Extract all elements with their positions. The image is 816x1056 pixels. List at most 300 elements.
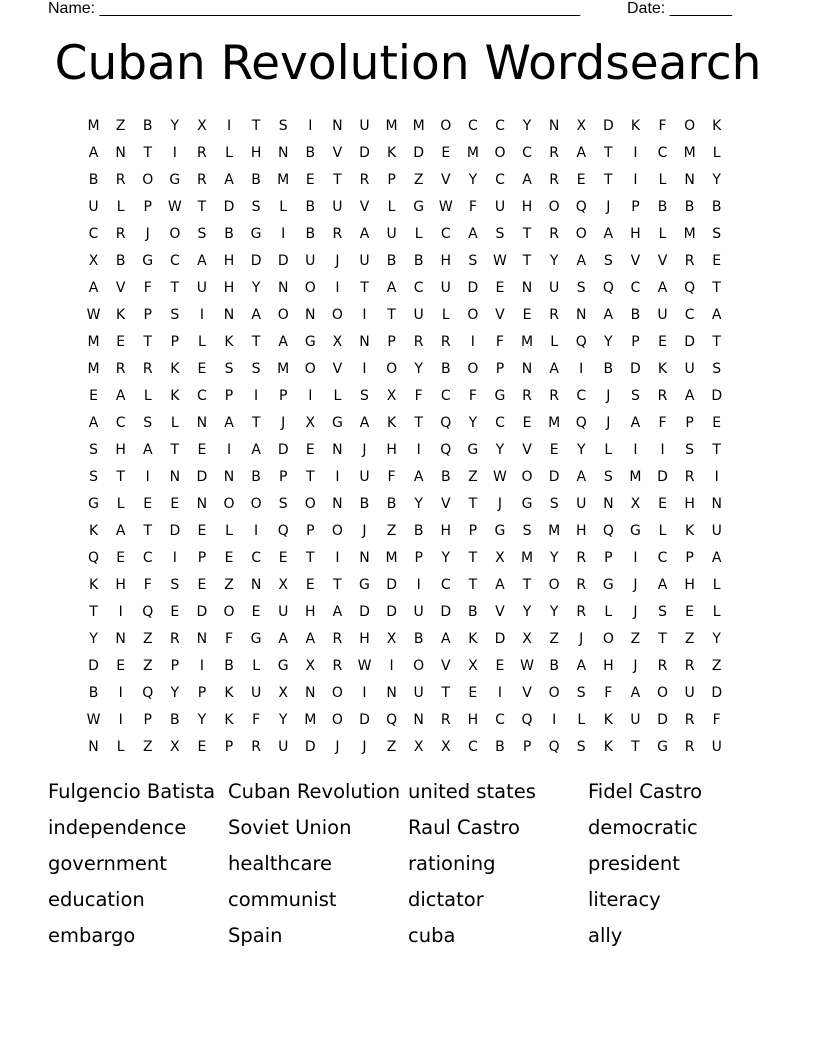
grid-letter: A [603, 307, 614, 323]
grid-letter: V [495, 604, 505, 620]
word-list-item: dictator [408, 888, 484, 911]
grid-letter: C [495, 712, 505, 728]
grid-letter: E [441, 145, 451, 161]
grid-letter: Q [602, 523, 614, 539]
grid-letter: P [170, 658, 180, 674]
grid-letter: D [684, 334, 695, 350]
grid-letter: X [278, 577, 288, 593]
grid-letter: Q [88, 550, 100, 566]
grid-letter: M [521, 550, 534, 566]
grid-letter: A [88, 145, 99, 161]
grid-letter: P [278, 469, 288, 485]
grid-letter: T [414, 415, 423, 431]
grid-letter: H [603, 658, 614, 674]
grid-letter: A [224, 415, 234, 431]
grid-letter: D [250, 253, 262, 269]
grid-letter: Z [142, 658, 153, 674]
grid-letter: A [413, 469, 424, 485]
grid-letter: D [386, 604, 397, 620]
grid-letter: G [413, 199, 425, 215]
grid-letter: S [712, 361, 722, 377]
grid-letter: R [115, 361, 126, 377]
grid-letter: U [413, 685, 424, 701]
grid-letter: O [277, 307, 289, 323]
grid-letter: P [170, 334, 180, 350]
grid-letter: J [335, 253, 340, 269]
grid-letter: J [335, 739, 340, 755]
grid-letter: I [362, 685, 367, 701]
grid-letter: V [332, 145, 343, 161]
grid-letter: N [386, 685, 397, 701]
grid-letter: N [196, 496, 208, 512]
grid-letter: T [658, 631, 667, 647]
grid-letter: X [576, 118, 587, 134]
grid-letter: M [412, 118, 425, 134]
grid-letter: H [115, 442, 126, 458]
grid-letter: I [335, 550, 340, 566]
grid-row [80, 572, 731, 599]
grid-letter: P [685, 415, 694, 431]
grid-letter: B [305, 226, 316, 242]
grid-letter: N [115, 145, 126, 161]
grid-letter: I [308, 118, 313, 134]
word-list-item: united states [408, 780, 536, 803]
grid-letter: P [631, 334, 640, 350]
grid-letter: X [386, 388, 397, 404]
grid-row [80, 437, 731, 464]
grid-letter: I [335, 469, 340, 485]
grid-letter: T [251, 415, 261, 431]
grid-letter: C [684, 307, 695, 323]
word-list-item: president [588, 852, 680, 875]
grid-letter: D [359, 712, 370, 728]
grid-letter: P [143, 199, 152, 215]
grid-row [80, 356, 731, 383]
grid-letter: G [359, 577, 370, 593]
grid-letter: T [143, 145, 153, 161]
grid-letter: I [416, 442, 421, 458]
grid-letter: O [169, 226, 181, 242]
grid-letter: J [579, 631, 584, 647]
word-list [48, 778, 768, 958]
grid-letter: U [684, 685, 695, 701]
grid-letter: F [604, 685, 613, 701]
grid-letter: R [657, 388, 668, 404]
grid-letter: N [332, 496, 343, 512]
grid-letter: R [332, 658, 343, 674]
grid-letter: T [306, 550, 315, 566]
grid-letter: Y [549, 550, 559, 566]
grid-letter: O [331, 307, 343, 323]
grid-letter: K [170, 361, 180, 377]
grid-letter: J [281, 415, 286, 431]
grid-letter: L [712, 145, 721, 161]
grid-letter: R [576, 550, 587, 566]
grid-letter: S [251, 199, 261, 215]
grid-letter: T [604, 145, 613, 161]
grid-letter: R [440, 334, 451, 350]
grid-letter: C [495, 118, 505, 134]
grid-letter: I [172, 550, 177, 566]
grid-letter: Y [549, 604, 559, 620]
grid-letter: L [225, 145, 233, 161]
grid-letter: B [359, 496, 370, 512]
grid-letter: L [198, 334, 206, 350]
grid-row [80, 113, 731, 140]
grid-letter: E [495, 658, 505, 674]
grid-letter: C [576, 388, 587, 404]
grid-letter: B [88, 172, 99, 188]
grid-letter: I [552, 712, 557, 728]
grid-letter: T [712, 280, 721, 296]
grid-letter: T [143, 334, 153, 350]
grid-letter: I [226, 442, 232, 458]
grid-letter: I [633, 172, 638, 188]
grid-letter: K [224, 685, 234, 701]
grid-letter: G [467, 442, 479, 458]
grid-letter: Y [251, 280, 261, 296]
grid-letter: N [277, 145, 289, 161]
date-field: Date: _______ [627, 0, 732, 17]
grid-letter: S [278, 118, 288, 134]
grid-letter: W [86, 307, 101, 323]
grid-letter: B [495, 739, 505, 755]
grid-letter: D [711, 685, 723, 701]
grid-letter: R [115, 172, 126, 188]
grid-letter: J [606, 388, 611, 404]
grid-letter: Y [170, 118, 180, 134]
grid-letter: S [576, 280, 586, 296]
grid-letter: A [684, 388, 695, 404]
grid-letter: E [658, 496, 667, 512]
grid-letter: L [712, 577, 721, 593]
grid-letter: Q [602, 280, 614, 296]
grid-letter: Z [468, 469, 478, 485]
grid-letter: O [602, 631, 614, 647]
grid-letter: A [468, 226, 478, 242]
grid-letter: M [521, 334, 534, 350]
grid-letter: E [522, 307, 532, 323]
grid-letter: R [549, 145, 559, 161]
grid-letter: T [522, 577, 532, 593]
grid-letter: B [386, 496, 397, 512]
grid-letter: R [413, 334, 424, 350]
grid-letter: S [712, 226, 722, 242]
grid-letter: U [576, 496, 587, 512]
grid-letter: E [116, 550, 126, 566]
grid-letter: T [306, 469, 315, 485]
grid-letter: A [440, 631, 451, 647]
grid-letter: G [494, 523, 506, 539]
grid-letter: Z [630, 631, 641, 647]
grid-letter: U [711, 523, 722, 539]
grid-letter: A [522, 172, 532, 188]
grid-letter: W [438, 199, 453, 215]
grid-letter: W [357, 658, 372, 674]
grid-letter: I [118, 604, 123, 620]
grid-letter: U [494, 199, 506, 215]
grid-letter: D [602, 118, 614, 134]
grid-letter: R [549, 226, 559, 242]
word-list-item: education [48, 888, 145, 911]
word-list-item: Fidel Castro [588, 780, 703, 803]
grid-letter: X [197, 118, 207, 134]
grid-letter: O [657, 685, 669, 701]
grid-letter: C [495, 172, 505, 188]
grid-letter: L [170, 415, 179, 431]
grid-letter: K [630, 118, 641, 134]
grid-row [80, 221, 731, 248]
grid-letter: S [522, 523, 532, 539]
grid-letter: W [520, 658, 534, 674]
grid-row [80, 329, 731, 356]
grid-letter: I [118, 712, 123, 728]
grid-row [80, 167, 731, 194]
grid-letter: R [332, 631, 343, 647]
grid-letter: J [606, 415, 611, 431]
grid-letter: Q [684, 280, 696, 296]
grid-letter: K [657, 361, 668, 377]
grid-letter: E [305, 172, 315, 188]
grid-letter: L [116, 739, 125, 755]
grid-letter: L [116, 199, 125, 215]
grid-letter: K [116, 307, 126, 323]
grid-letter: C [197, 388, 207, 404]
grid-letter: Y [522, 604, 532, 620]
grid-letter: P [414, 550, 423, 566]
grid-letter: N [277, 280, 289, 296]
grid-letter: A [115, 523, 126, 539]
grid-letter: L [604, 442, 613, 458]
grid-letter: J [633, 658, 638, 674]
word-list-row [48, 778, 768, 814]
grid-letter: I [335, 280, 340, 296]
grid-letter: B [170, 712, 180, 728]
grid-letter: T [116, 469, 125, 485]
grid-letter: T [360, 280, 369, 296]
grid-row [80, 518, 731, 545]
grid-letter: I [281, 226, 286, 242]
grid-letter: S [143, 415, 153, 431]
grid-letter: G [142, 253, 154, 269]
grid-letter: S [197, 226, 207, 242]
grid-letter: S [278, 496, 288, 512]
grid-letter: S [224, 361, 234, 377]
grid-letter: A [630, 415, 641, 431]
grid-letter: J [497, 496, 503, 512]
grid-letter: I [633, 550, 638, 566]
grid-letter: X [305, 658, 316, 674]
grid-letter: L [225, 523, 233, 539]
grid-letter: T [251, 118, 261, 134]
word-list-item: ally [588, 924, 623, 947]
grid-letter: H [684, 577, 695, 593]
grid-letter: K [603, 739, 613, 755]
grid-letter: E [305, 442, 315, 458]
grid-letter: E [658, 334, 667, 350]
grid-letter: D [657, 469, 668, 485]
grid-letter: I [416, 577, 421, 593]
grid-letter: O [142, 172, 154, 188]
grid-letter: S [576, 685, 586, 701]
word-list-item: government [48, 852, 167, 875]
grid-letter: B [684, 199, 695, 215]
grid-letter: E [468, 685, 478, 701]
grid-letter: Y [495, 442, 505, 458]
grid-letter: P [143, 307, 152, 323]
grid-letter: P [604, 550, 613, 566]
grid-letter: I [308, 388, 313, 404]
grid-letter: K [386, 415, 397, 431]
grid-letter: A [88, 415, 99, 431]
grid-letter: Q [575, 199, 587, 215]
grid-letter: N [88, 739, 99, 755]
grid-letter: H [223, 253, 235, 269]
grid-letter: E [197, 523, 207, 539]
grid-letter: A [576, 658, 587, 674]
grid-letter: H [467, 712, 479, 728]
word-list-row [48, 922, 768, 958]
grid-letter: T [468, 550, 478, 566]
grid-letter: L [604, 604, 613, 620]
grid-letter: V [359, 199, 370, 215]
grid-letter: N [169, 469, 181, 485]
grid-row [80, 707, 731, 734]
grid-letter: I [660, 442, 665, 458]
grid-letter: I [497, 685, 503, 701]
grid-letter: T [712, 442, 721, 458]
grid-letter: J [362, 739, 367, 755]
grid-letter: D [440, 604, 452, 620]
grid-letter: A [603, 226, 614, 242]
grid-letter: Y [576, 442, 586, 458]
grid-letter: F [468, 199, 477, 215]
grid-letter: B [440, 469, 451, 485]
grid-letter: M [87, 334, 100, 350]
grid-letter: D [359, 145, 370, 161]
grid-letter: E [685, 604, 695, 620]
grid-letter: T [522, 253, 532, 269]
grid-letter: B [413, 253, 424, 269]
grid-letter: O [331, 685, 343, 701]
grid-row [80, 275, 731, 302]
grid-letter: L [712, 604, 721, 620]
grid-row [80, 680, 731, 707]
grid-letter: F [252, 712, 261, 728]
grid-letter: U [413, 307, 424, 323]
grid-letter: H [305, 604, 316, 620]
grid-letter: Y [278, 712, 288, 728]
grid-letter: H [223, 280, 235, 296]
grid-letter: P [306, 523, 315, 539]
grid-letter: U [332, 199, 343, 215]
grid-letter: P [631, 199, 640, 215]
grid-letter: S [360, 388, 369, 404]
grid-letter: S [251, 361, 261, 377]
grid-letter: K [603, 712, 613, 728]
grid-letter: S [495, 226, 505, 242]
grid-letter: N [684, 172, 695, 188]
grid-letter: K [224, 334, 234, 350]
grid-letter: H [630, 226, 641, 242]
grid-letter: G [494, 388, 506, 404]
grid-letter: D [711, 388, 723, 404]
grid-letter: E [251, 604, 261, 620]
grid-letter: A [142, 442, 153, 458]
grid-letter: Q [142, 604, 154, 620]
grid-row [80, 545, 731, 572]
grid-letter: R [576, 604, 587, 620]
grid-letter: G [331, 415, 343, 431]
grid-letter: N [711, 496, 722, 512]
grid-letter: T [468, 577, 478, 593]
grid-letter: N [250, 577, 262, 593]
grid-letter: C [142, 550, 153, 566]
word-list-item: communist [228, 888, 337, 911]
grid-letter: J [633, 577, 638, 593]
grid-letter: Z [386, 523, 397, 539]
grid-letter: Z [115, 118, 126, 134]
grid-letter: F [495, 334, 504, 350]
grid-letter: A [197, 253, 207, 269]
grid-letter: F [143, 280, 152, 296]
grid-letter: E [495, 280, 505, 296]
grid-letter: V [522, 685, 532, 701]
grid-letter: O [331, 712, 343, 728]
grid-letter: Y [468, 415, 478, 431]
word-list-row [48, 850, 768, 886]
grid-letter: L [116, 496, 125, 512]
grid-letter: T [522, 226, 532, 242]
grid-letter: G [250, 631, 262, 647]
grid-letter: Y [441, 550, 451, 566]
word-list-item: rationing [408, 852, 496, 875]
grid-letter: G [250, 226, 262, 242]
grid-letter: O [223, 604, 235, 620]
name-field: Name: ______________________________________________________ [48, 0, 581, 17]
grid-letter: C [115, 415, 126, 431]
grid-letter: I [199, 658, 204, 674]
grid-letter: U [305, 253, 316, 269]
grid-letter: Q [142, 685, 154, 701]
grid-row [80, 626, 731, 653]
grid-letter: X [386, 631, 397, 647]
grid-letter: M [277, 361, 290, 377]
grid-letter: B [115, 253, 126, 269]
grid-letter: G [521, 496, 533, 512]
grid-letter: R [684, 469, 695, 485]
grid-letter: N [548, 118, 560, 134]
grid-letter: S [603, 253, 613, 269]
grid-letter: B [251, 469, 261, 485]
grid-letter: G [629, 523, 641, 539]
grid-letter: D [413, 145, 425, 161]
grid-letter: Z [142, 739, 153, 755]
grid-letter: Z [684, 631, 695, 647]
header [48, 0, 740, 20]
grid-letter: E [197, 361, 207, 377]
grid-letter: D [88, 658, 99, 674]
grid-letter: S [576, 739, 586, 755]
grid-letter: B [224, 658, 234, 674]
grid-letter: A [657, 280, 668, 296]
grid-letter: O [304, 496, 316, 512]
grid-letter: F [414, 388, 423, 404]
word-list-item: Fulgencio Batista [48, 780, 216, 803]
grid-letter: R [549, 388, 559, 404]
grid-letter: X [278, 685, 288, 701]
grid-letter: U [278, 739, 289, 755]
